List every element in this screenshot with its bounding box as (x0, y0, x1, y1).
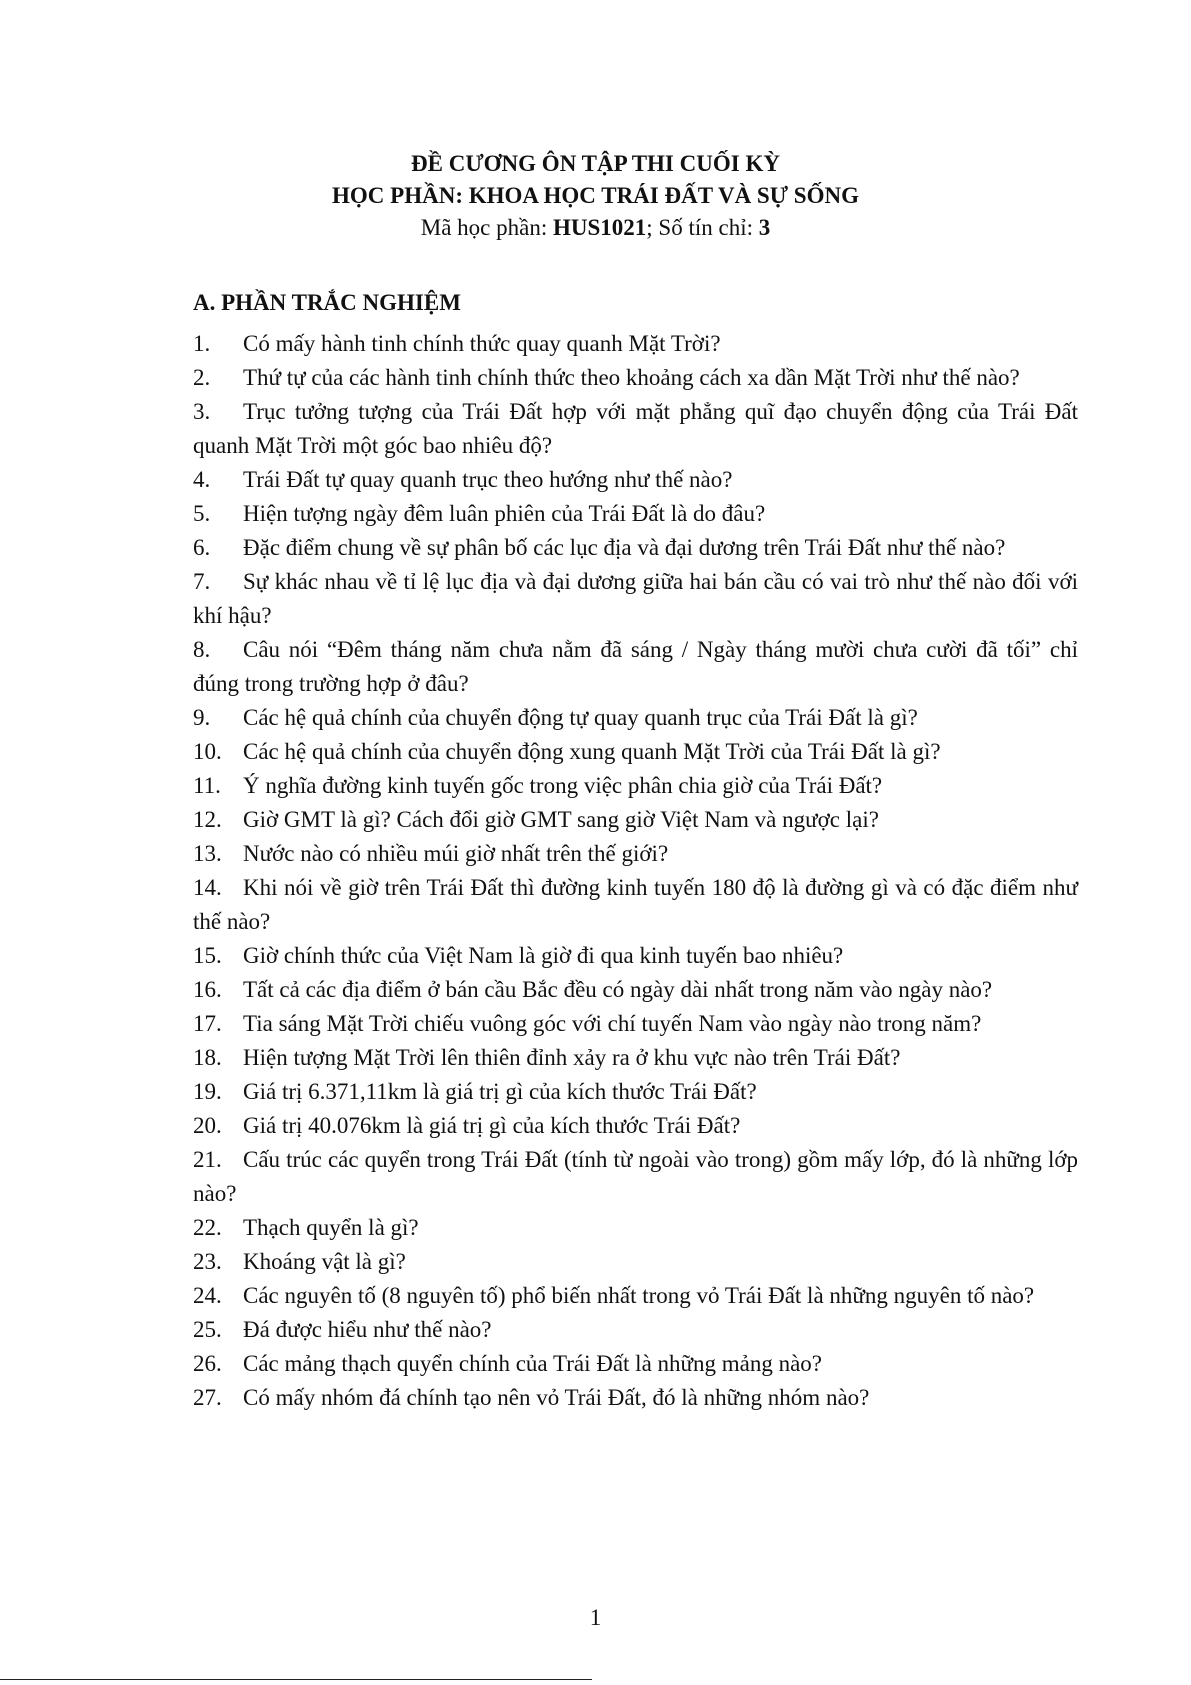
question-number: 3. (193, 399, 211, 424)
credits-value: 3 (758, 215, 771, 240)
question-text: Tất cả các địa điểm ở bán cầu Bắc đều có ngày dài nhất trong năm vào ngày nào? (243, 977, 993, 1002)
question-item (193, 1109, 1078, 1143)
question-number: 24. (193, 1283, 222, 1308)
question-item (193, 361, 1078, 395)
course-code: HUS1021 (552, 215, 647, 240)
question-text: Giá trị 6.371,11km là giá trị gì của kích thước Trái Đất? (243, 1079, 757, 1104)
question-number: 1. (193, 331, 211, 356)
question-number: 12. (193, 807, 222, 832)
question-number: 19. (193, 1079, 222, 1104)
question-number: 8. (193, 637, 211, 662)
question-item (193, 803, 1078, 837)
question-number: 4. (193, 467, 211, 492)
question-item (193, 701, 1078, 735)
question-text: Các nguyên tố (8 nguyên tố) phổ biến nhất trong vỏ Trái Đất là những nguyên tố nào? (243, 1283, 1035, 1308)
question-text: Khi nói về giờ trên Trái Đất thì đường kinh tuyến 180 độ là đường gì và có đặc điểm như thế nào? (193, 875, 1078, 934)
question-item (193, 1211, 1078, 1245)
question-text: Cấu trúc các quyển trong Trái Đất (tính từ ngoài vào trong) gồm mấy lớp, đó là những lớp nào? (193, 1147, 1078, 1206)
question-list (193, 327, 1078, 1415)
question-item (193, 973, 1078, 1007)
question-number: 20. (193, 1113, 222, 1138)
question-item (193, 769, 1078, 803)
question-item (193, 327, 1078, 361)
question-number: 7. (193, 569, 211, 594)
question-text: Các hệ quả chính của chuyển động xung quanh Mặt Trời của Trái Đất là gì? (243, 739, 941, 764)
credits-label: ; Số tín chỉ: (646, 215, 759, 240)
question-item (193, 939, 1078, 973)
question-number: 10. (193, 739, 222, 764)
course-info (0, 212, 1191, 244)
question-text: Trái Đất tự quay quanh trục theo hướng như thế nào? (243, 467, 733, 492)
question-text: Sự khác nhau về tỉ lệ lục địa và đại dương giữa hai bán cầu có vai trò như thế nào đối với khí hậu? (193, 569, 1078, 628)
question-item (193, 837, 1078, 871)
question-item (193, 633, 1078, 701)
document-header (0, 148, 1191, 244)
question-text: Thạch quyển là gì? (243, 1215, 419, 1240)
question-text: Nước nào có nhiều múi giờ nhất trên thế giới? (243, 841, 669, 866)
question-number: 26. (193, 1351, 222, 1376)
question-item (193, 395, 1078, 463)
question-item (193, 1245, 1078, 1279)
question-number: 27. (193, 1385, 222, 1410)
question-item (193, 1347, 1078, 1381)
question-text: Các hệ quả chính của chuyển động tự quay quanh trục của Trái Đất là gì? (243, 705, 918, 730)
course-code-label: Mã học phần: (420, 215, 553, 240)
question-number: 25. (193, 1317, 222, 1342)
question-number: 11. (193, 773, 221, 798)
question-item (193, 1381, 1078, 1415)
question-text: Đặc điểm chung về sự phân bố các lục địa và đại dương trên Trái Đất như thế nào? (243, 535, 1006, 560)
question-text: Ý nghĩa đường kinh tuyến gốc trong việc phân chia giờ của Trái Đất? (243, 773, 883, 798)
question-text: Giá trị 40.076km là giá trị gì của kích thước Trái Đất? (243, 1113, 741, 1138)
question-number: 17. (193, 1011, 222, 1036)
question-number: 14. (193, 875, 222, 900)
question-item (193, 1143, 1078, 1211)
question-item (193, 1313, 1078, 1347)
question-text: Hiện tượng Mặt Trời lên thiên đỉnh xảy ra ở khu vực nào trên Trái Đất? (243, 1045, 901, 1070)
question-number: 9. (193, 705, 211, 730)
question-text: Các mảng thạch quyển chính của Trái Đất là những mảng nào? (243, 1351, 823, 1376)
section-title: A. PHẦN TRẮC NGHIỆM (193, 290, 461, 315)
question-item (193, 871, 1078, 939)
question-text: Khoáng vật là gì? (243, 1249, 406, 1274)
question-number: 23. (193, 1249, 222, 1274)
question-number: 22. (193, 1215, 222, 1240)
question-text: Hiện tượng ngày đêm luân phiên của Trái Đất là do đâu? (243, 501, 766, 526)
question-item (193, 565, 1078, 633)
question-number: 6. (193, 535, 211, 560)
question-text: Câu nói “Đêm tháng năm chưa nằm đã sáng / Ngày tháng mười chưa cười đã tối” chỉ đúng trong trường hợp ở đâu? (193, 637, 1078, 696)
question-item (193, 463, 1078, 497)
question-number: 15. (193, 943, 222, 968)
question-item (193, 1279, 1078, 1313)
question-text: Trục tưởng tượng của Trái Đất hợp với mặt phẳng quĩ đạo chuyển động của Trái Đất quanh Mặt Trời một góc bao nhiêu độ? (193, 399, 1078, 458)
question-item (193, 1041, 1078, 1075)
question-number: 21. (193, 1147, 222, 1172)
question-text: Tia sáng Mặt Trời chiếu vuông góc với chí tuyến Nam vào ngày nào trong năm? (243, 1011, 982, 1036)
question-number: 5. (193, 501, 211, 526)
question-text: Có mấy nhóm đá chính tạo nên vỏ Trái Đất, đó là những nhóm nào? (243, 1385, 870, 1410)
question-number: 2. (193, 365, 211, 390)
question-text: Thứ tự của các hành tinh chính thức theo khoảng cách xa dần Mặt Trời như thế nào? (243, 365, 1020, 390)
course-title: HỌC PHẦN: KHOA HỌC TRÁI ĐẤT VÀ SỰ SỐNG (332, 183, 859, 208)
question-item (193, 497, 1078, 531)
question-text: Đá được hiểu như thế nào? (243, 1317, 492, 1342)
question-item (193, 1075, 1078, 1109)
question-text: Giờ chính thức của Việt Nam là giờ đi qua kinh tuyến bao nhiêu? (243, 943, 844, 968)
question-text: Giờ GMT là gì? Cách đổi giờ GMT sang giờ Việt Nam và ngược lại? (243, 807, 879, 832)
question-number: 18. (193, 1045, 222, 1070)
footer-divider (0, 1679, 592, 1680)
question-number: 13. (193, 841, 222, 866)
page-number: 1 (589, 1605, 602, 1630)
question-item (193, 1007, 1078, 1041)
question-item (193, 531, 1078, 565)
question-number: 16. (193, 977, 222, 1002)
question-item (193, 735, 1078, 769)
question-text: Có mấy hành tinh chính thức quay quanh Mặt Trời? (243, 331, 721, 356)
document-title: ĐỀ CƯƠNG ÔN TẬP THI CUỐI KỲ (411, 151, 780, 176)
